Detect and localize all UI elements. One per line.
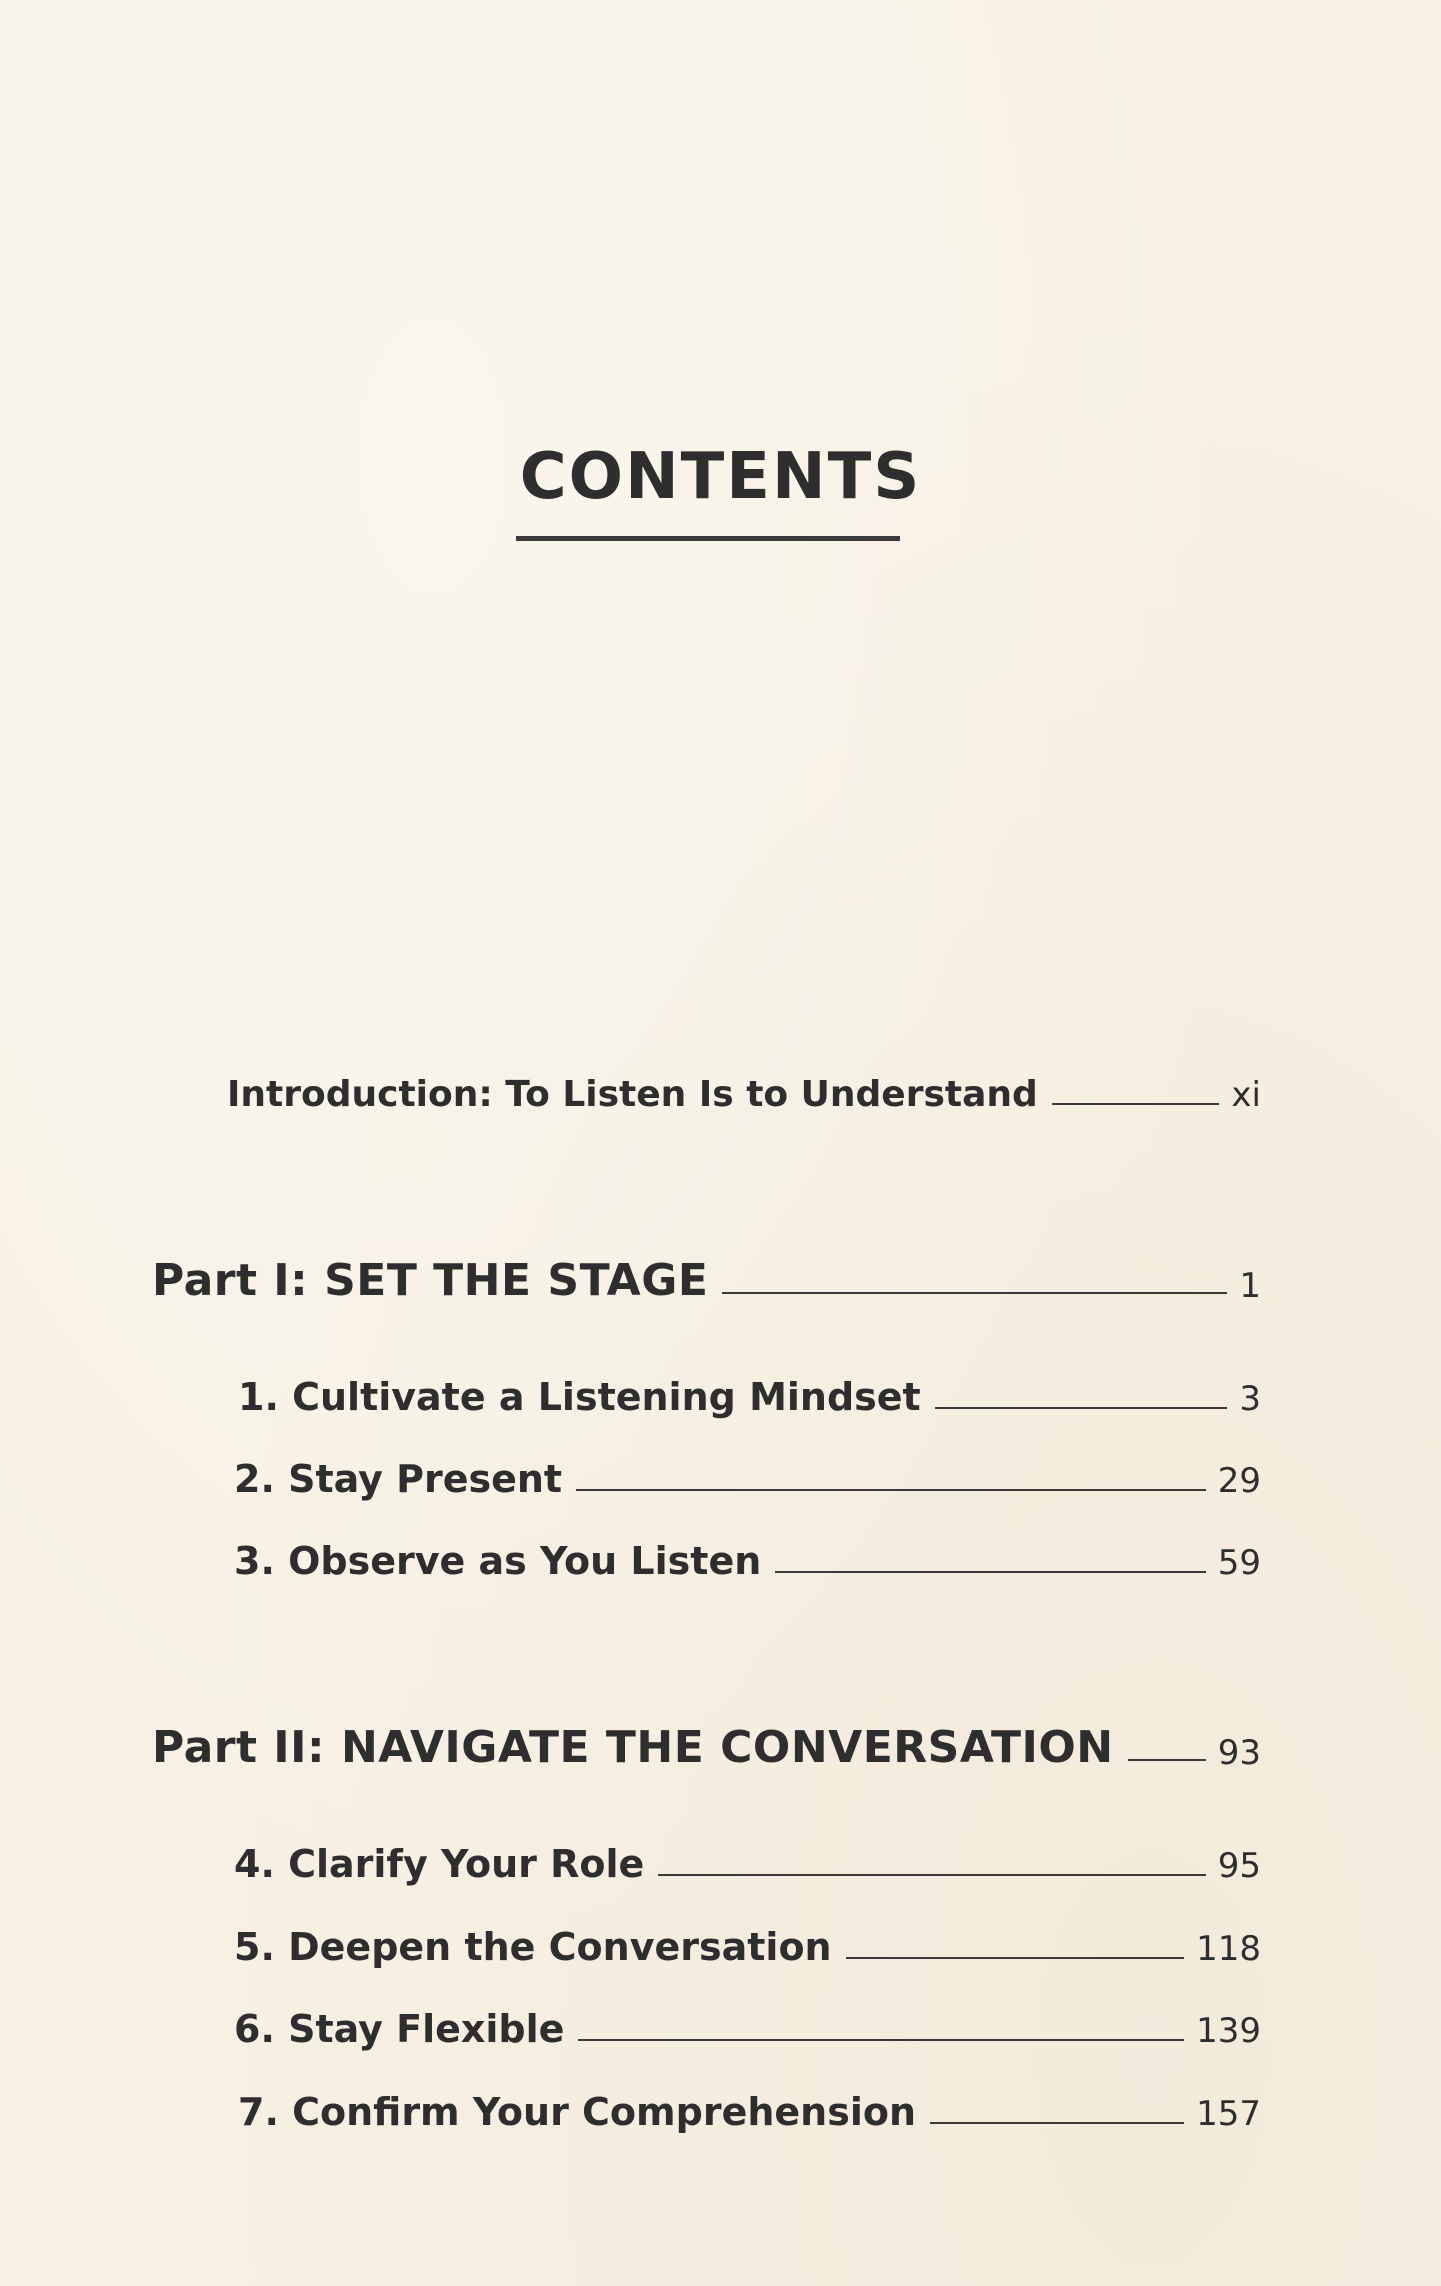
toc-part-label: Part II: NAVIGATE THE CONVERSATION [152,1722,1114,1773]
toc-leader-line [935,1407,1228,1409]
toc-leader-line [775,1571,1205,1573]
toc-part-label: Part I: SET THE STAGE [152,1255,709,1306]
toc-entry-label: Introduction: To Listen Is to Understand [227,1074,1038,1115]
toc-entry-chapter-5 [234,1925,1261,1969]
toc-entry-part-2 [152,1722,1261,1773]
toc-leader-line [578,2039,1184,2041]
toc-page-number: 93 [1217,1733,1261,1773]
toc-chapter-label: 7. Confirm Your Comprehension [238,2090,917,2134]
toc-leader-line [930,2122,1184,2124]
toc-page-number: 157 [1196,2094,1261,2134]
toc-leader-line [1052,1103,1220,1105]
toc-entry-chapter-7 [238,2090,1261,2134]
toc-chapter-label: 4. Clarify Your Role [234,1842,645,1886]
toc-entry-chapter-2 [234,1457,1261,1501]
toc-chapter-label: 3. Observe as You Listen [234,1539,762,1583]
toc-leader-line [1128,1759,1206,1761]
toc-entry-chapter-6 [234,2007,1261,2051]
toc-entry-chapter-1 [238,1375,1261,1419]
toc-entry-part-1 [152,1255,1261,1306]
toc-page-number: 3 [1239,1379,1261,1419]
toc-page-number: 139 [1196,2011,1261,2051]
page-title: CONTENTS [519,440,922,514]
toc-entry-chapter-3 [234,1539,1261,1583]
toc-leader-line [658,1874,1205,1876]
toc-entry-introduction [227,1074,1261,1115]
toc-chapter-label: 2. Stay Present [234,1457,563,1501]
toc-page-number: 29 [1217,1461,1261,1501]
toc-page-number: xi [1231,1075,1261,1115]
toc-page-number: 95 [1217,1846,1261,1886]
toc-page-number: 59 [1217,1543,1261,1583]
toc-leader-line [576,1489,1206,1491]
toc-chapter-label: 6. Stay Flexible [234,2007,565,2051]
toc-chapter-label: 1. Cultivate a Listening Mindset [238,1375,921,1419]
toc-leader-line [722,1292,1227,1294]
toc-entry-chapter-4 [234,1842,1261,1886]
title-underline [516,536,900,541]
toc-page-number: 1 [1239,1266,1261,1306]
toc-leader-line [846,1957,1184,1959]
toc-page-number: 118 [1196,1929,1261,1969]
toc-chapter-label: 5. Deepen the Conversation [234,1925,832,1969]
